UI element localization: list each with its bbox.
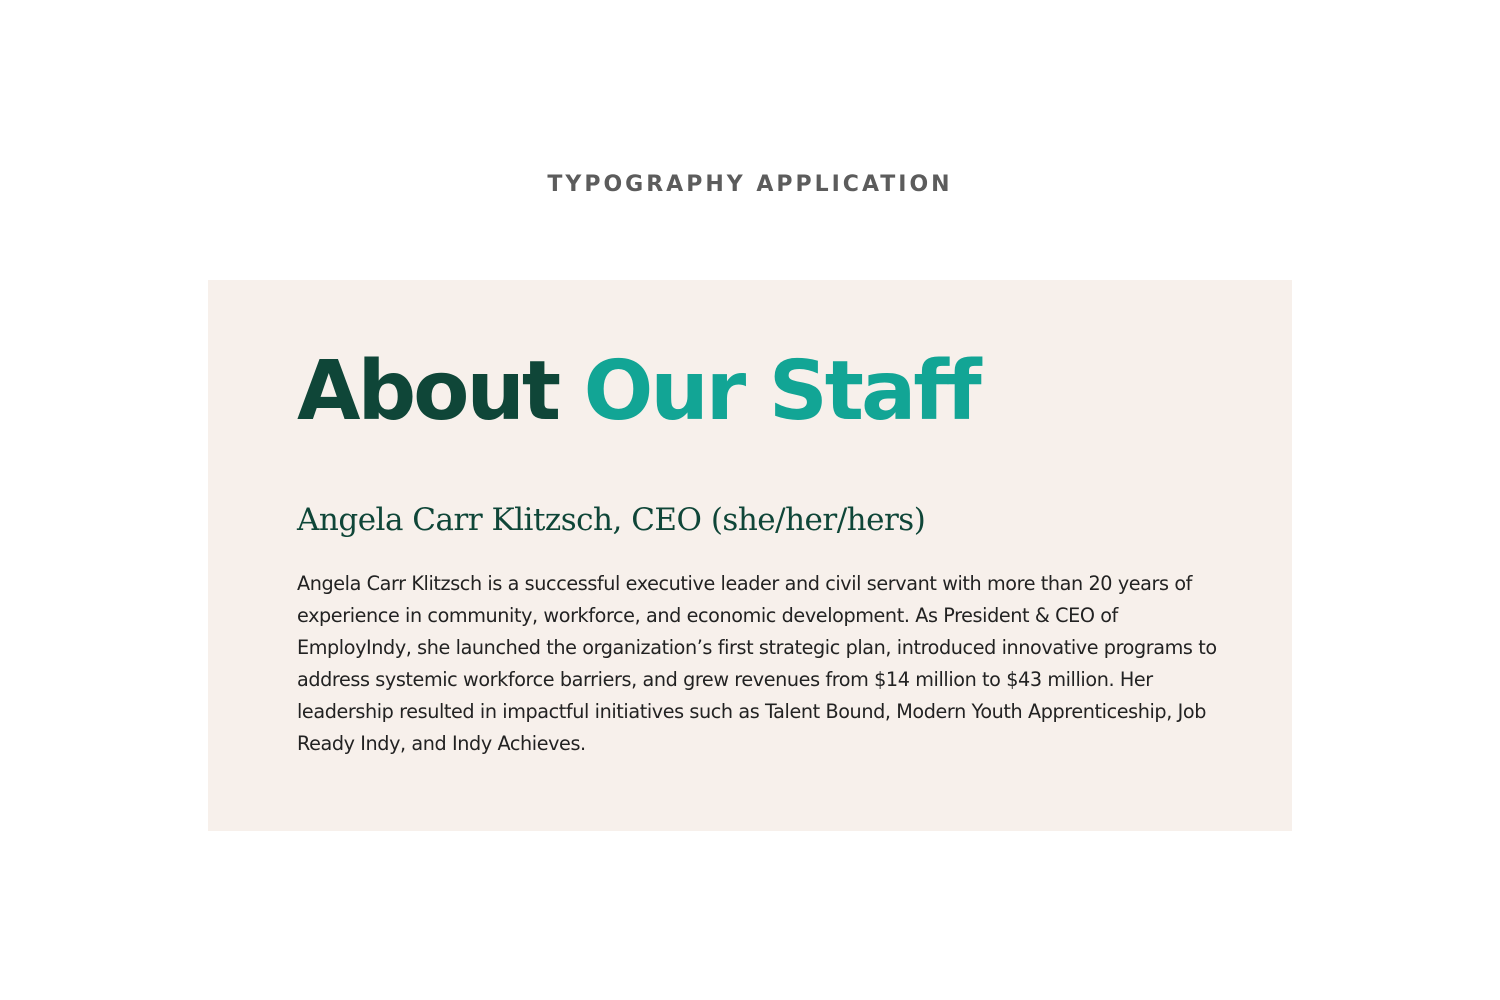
staff-name-heading: Angela Carr Klitzsch, CEO (she/her/hers)	[297, 502, 926, 538]
page-title	[297, 342, 979, 442]
section-label: TYPOGRAPHY APPLICATION	[547, 172, 953, 197]
staff-card	[208, 280, 1292, 831]
staff-bio-paragraph: Angela Carr Klitzsch is a successful executive leader and civil servant with more than 20 years of experience in community, workforce, and economic development. As President & CEO of EmployIndy, she launched the organization’s first strategic plan, introduced innovative programs to address systemic workforce barriers, and grew revenues from $14 million to $43 million. Her leadership resulted in impactful initiatives such as Talent Bound, Modern Youth Apprenticeship, Job Ready Indy, and Indy Achieves.	[297, 572, 1217, 755]
title-part-our-staff: Our Staff	[583, 344, 979, 439]
title-part-about: About	[297, 344, 559, 439]
